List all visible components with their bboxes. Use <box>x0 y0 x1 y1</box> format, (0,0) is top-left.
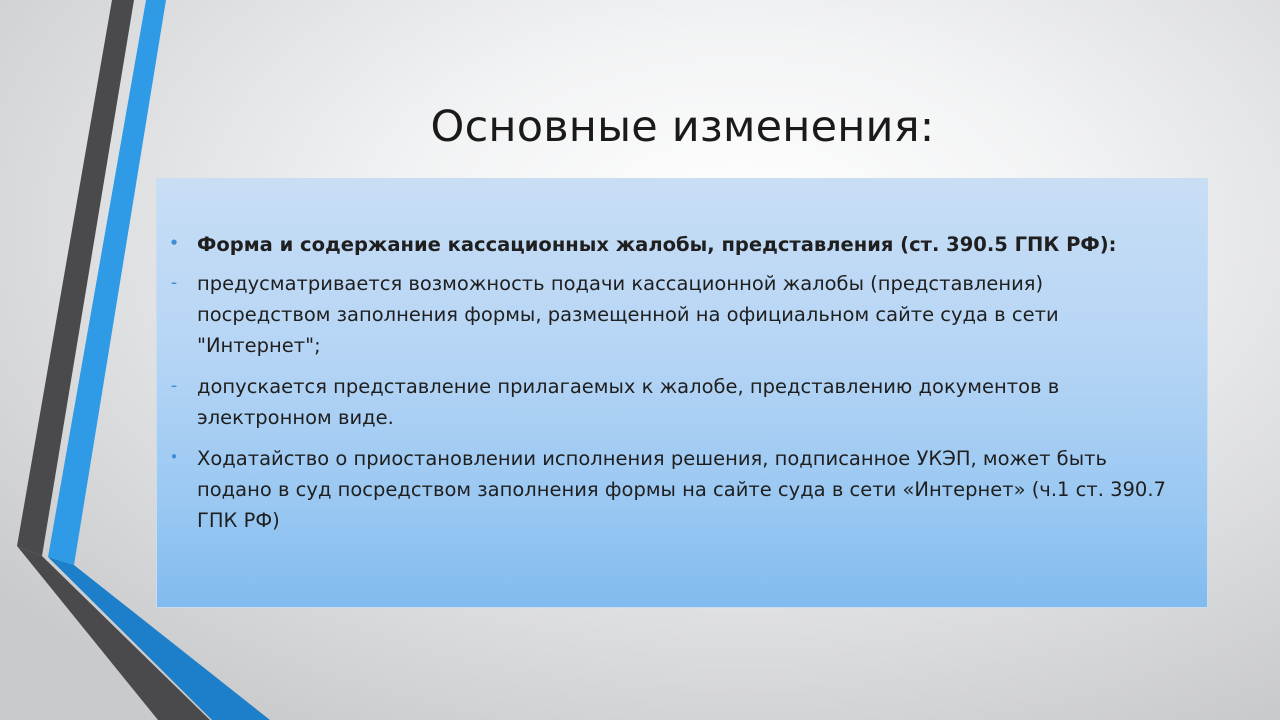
list-item-text: Форма и содержание кассационных жалобы, представления (ст. 390.5 ГПК РФ): <box>197 233 1117 256</box>
bullet-list <box>169 229 1167 536</box>
list-item-text: Ходатайство о приостановлении исполнения решения, подписанное УКЭП, может быть подано в суд посредством заполнения формы на сайте суда в сети «Интернет» (ч.1 ст. 390.7 ГПК РФ) <box>197 447 1166 532</box>
dash-marker: - <box>170 375 178 396</box>
slide-title: Основные изменения: <box>430 102 935 152</box>
list-item <box>169 443 1167 536</box>
dash-marker: - <box>170 272 178 293</box>
list-item <box>170 268 1167 361</box>
list-item <box>169 229 1167 260</box>
content-box <box>156 178 1208 608</box>
list-item <box>170 371 1167 433</box>
bullet-marker: • <box>169 234 179 252</box>
list-item-text: предусматривается возможность подачи кассационной жалобы (представления) посредством заполнения формы, размещенной на официальном сайте суда в сети "Интернет"; <box>197 272 1059 357</box>
bullet-marker: • <box>169 448 179 466</box>
list-item-text: допускается представление прилагаемых к жалобе, представлению документов в электронном виде. <box>197 375 1060 429</box>
